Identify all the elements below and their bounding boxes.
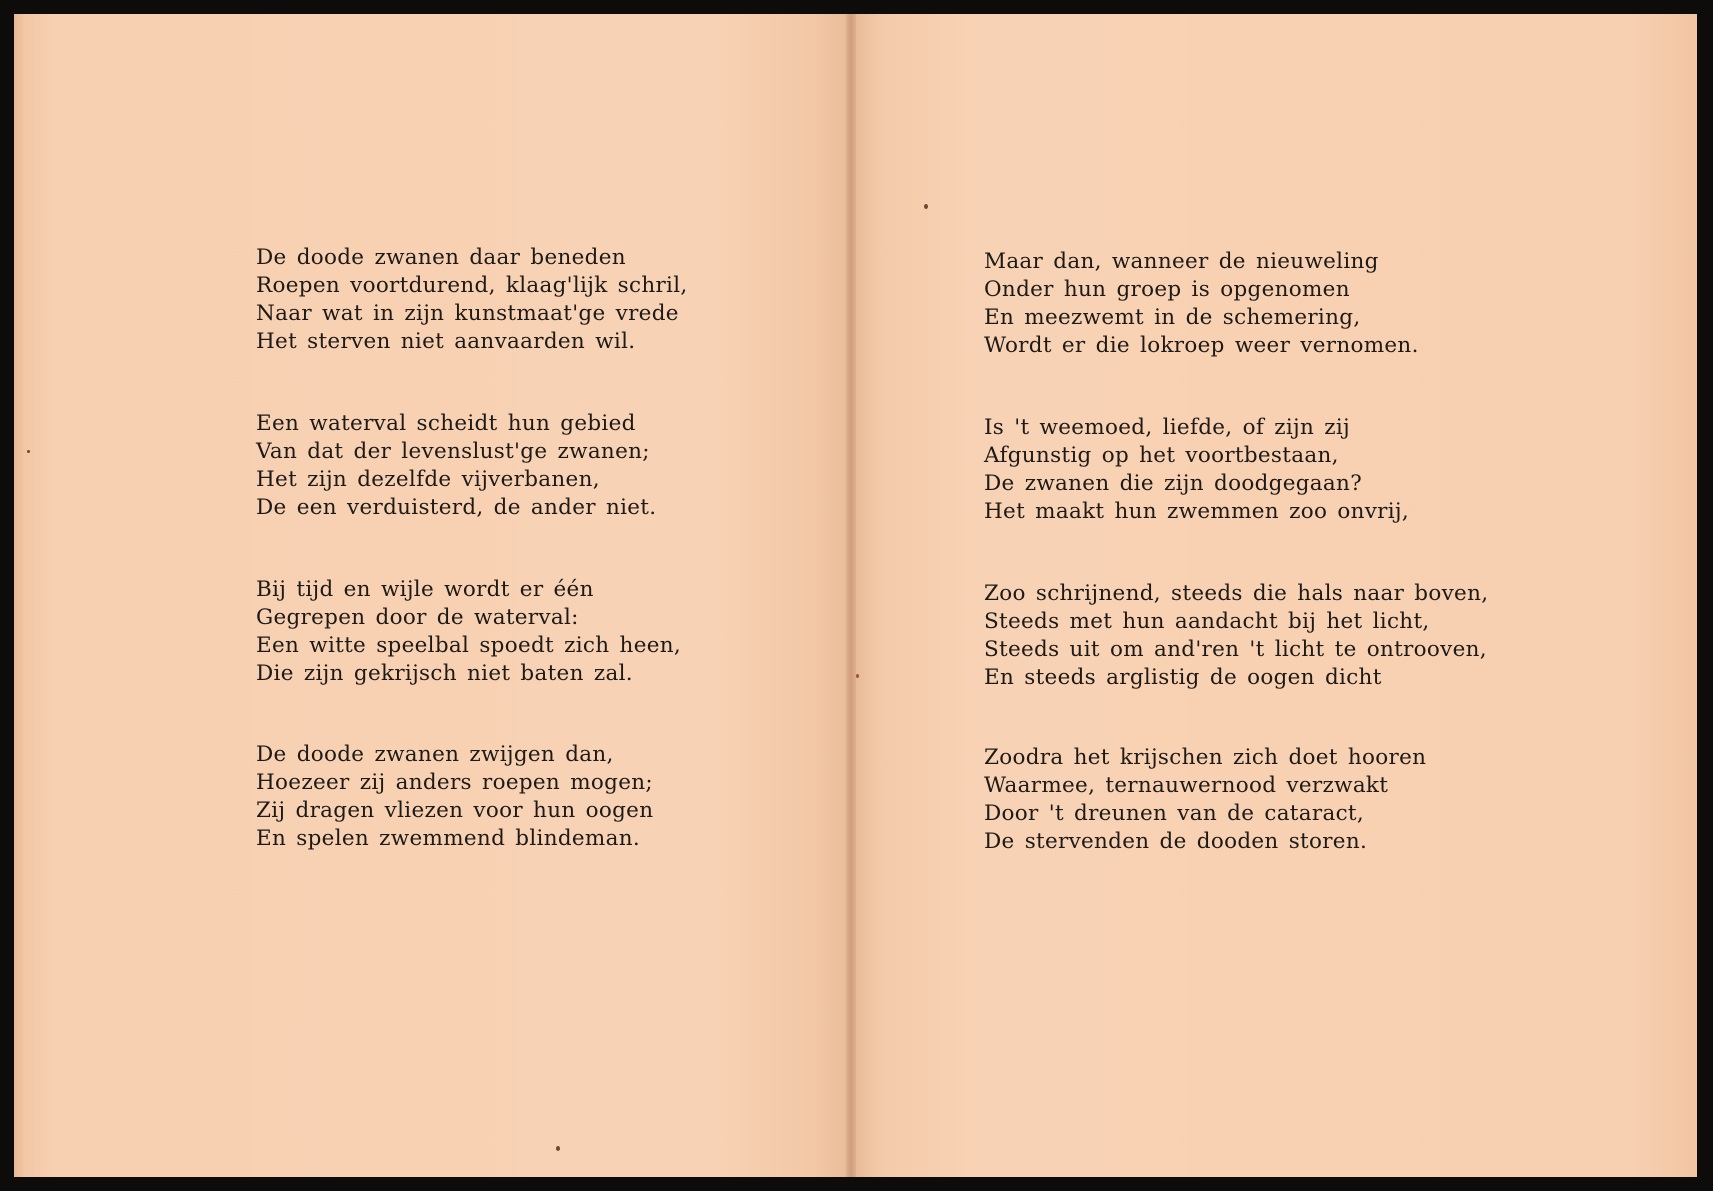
paper-speck [924,204,928,209]
poem-line: Een waterval scheidt hun gebied [256,411,636,436]
poem-line: Afgunstig op het voortbestaan, [984,443,1339,468]
poem-line: Door 't dreunen van de cataract, [984,801,1364,826]
poem-line: Hoezeer zij anders roepen mogen; [256,770,653,795]
poem-line: En spelen zwemmend blindeman. [256,826,641,851]
poem-line: En meezwemt in de schemering, [984,305,1361,330]
poem-line: Bij tijd en wijle wordt er één [256,577,594,602]
poem-stanza [984,248,1419,360]
poem-line: De doode zwanen daar beneden [256,245,626,270]
poem-line: Steeds met hun aandacht bij het licht, [984,609,1430,634]
poem-stanza [256,576,681,688]
poem-line: Gegrepen door de waterval: [256,605,579,630]
poem-line: Is 't weemoed, liefde, of zijn zij [984,415,1351,440]
book-gutter [846,14,856,1177]
poem-line: De een verduisterd, de ander niet. [256,495,657,520]
left-page-edge [14,14,26,1177]
poem-line: Steeds uit om and'ren 't licht te ontrooven, [984,637,1487,662]
poem-line: De doode zwanen zwijgen dan, [256,742,614,767]
paper-speck [27,450,30,453]
poem-line: Waarmee, ternauwernood verzwakt [984,773,1389,798]
poem-line: Zoo schrijnend, steeds die hals naar boven, [984,581,1489,606]
paper-speck [856,674,859,678]
poem-stanza [984,414,1409,526]
poem-stanza [256,244,688,356]
poem-line: Zoodra het krijschen zich doet hooren [984,745,1427,770]
poem-line: Het zijn dezelfde vijverbanen, [256,467,600,492]
poem-line: Naar wat in zijn kunstmaat'ge vrede [256,301,679,326]
poem-line: Wordt er die lokroep weer vernomen. [984,333,1419,358]
paper-speck [556,1146,560,1151]
poem-line: Onder hun groep is opgenomen [984,277,1350,302]
poem-line: Een witte speelbal spoedt zich heen, [256,633,682,658]
poem-stanza [984,744,1426,856]
poem-line: Roepen voortdurend, klaag'lijk schril, [256,273,688,298]
poem-line: Van dat der levenslust'ge zwanen; [256,439,650,464]
poem-stanza [256,410,656,522]
poem-stanza [984,580,1488,692]
poem-stanza [256,741,653,853]
poem-line: En steeds arglistig de oogen dicht [984,665,1382,690]
poem-line: Het sterven niet aanvaarden wil. [256,329,636,354]
poem-line: Maar dan, wanneer de nieuweling [984,249,1379,274]
poem-line: De stervenden de dooden storen. [984,829,1368,854]
poem-line: Die zijn gekrijsch niet baten zal. [256,661,633,686]
poem-line: De zwanen die zijn doodgegaan? [984,471,1363,496]
poem-line: Zij dragen vliezen voor hun oogen [256,798,654,823]
poem-line: Het maakt hun zwemmen zoo onvrij, [984,499,1410,524]
